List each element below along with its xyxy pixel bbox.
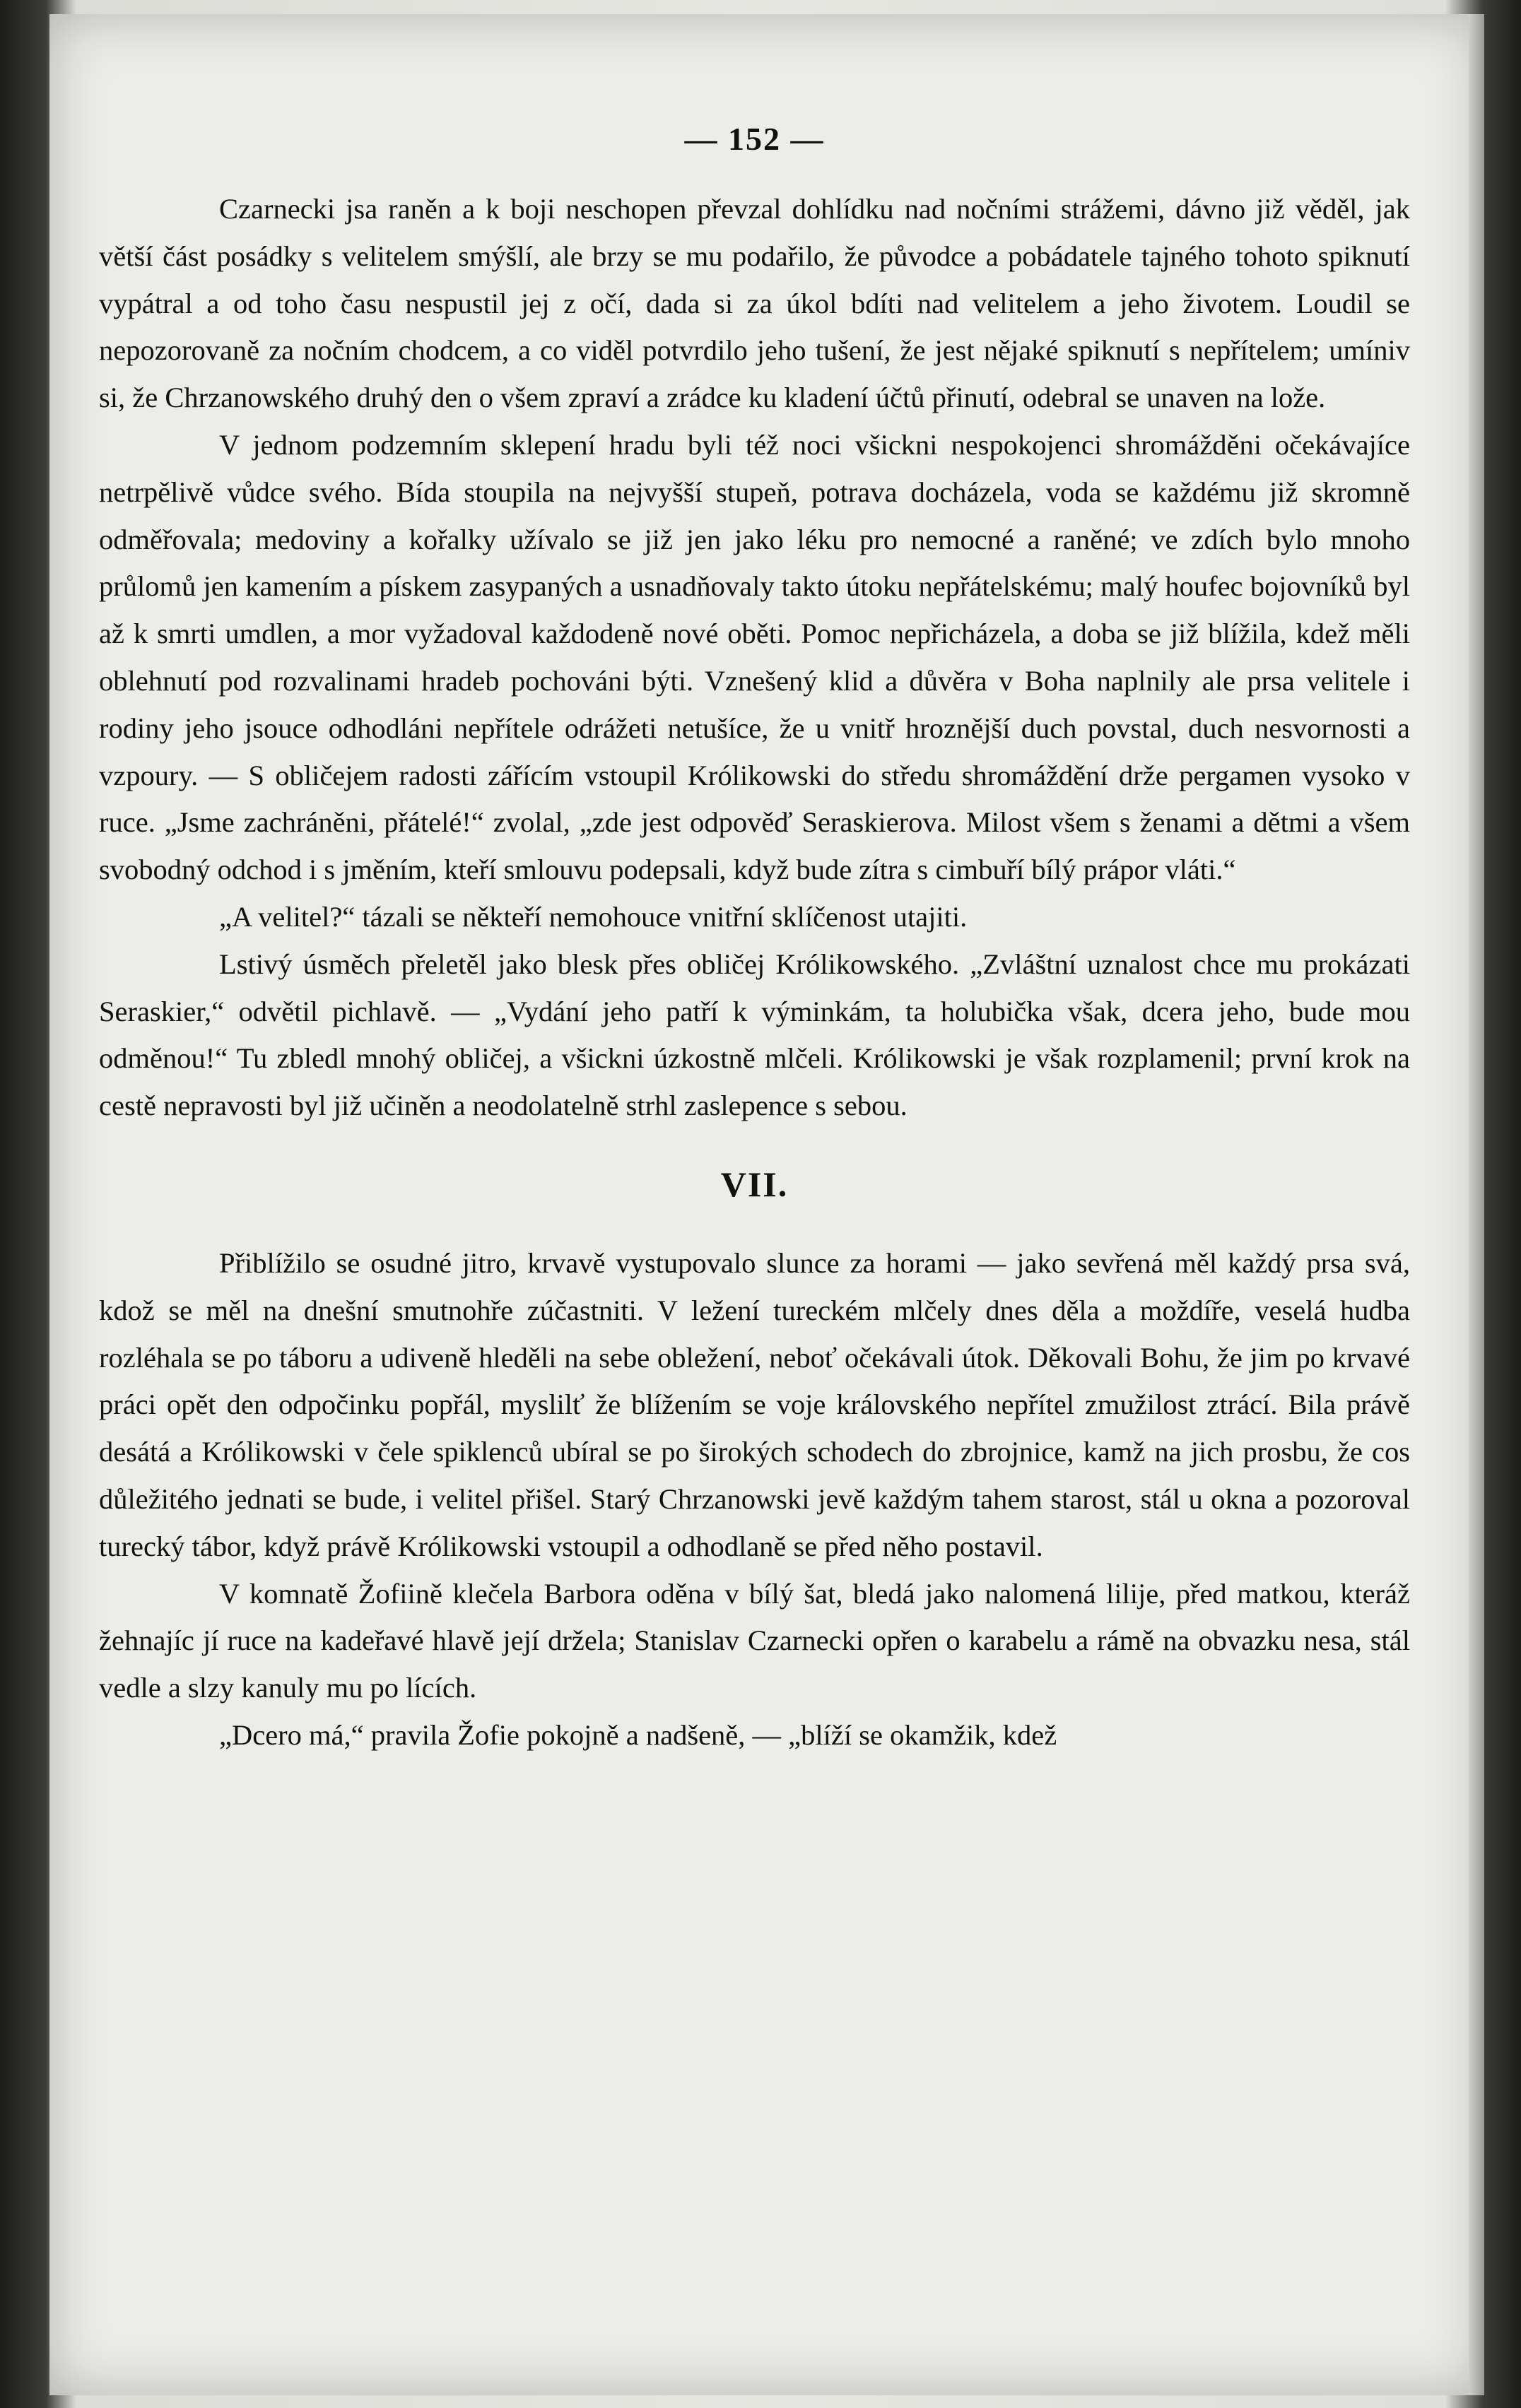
page-content	[99, 120, 1410, 1759]
paragraph: „Dcero má,“ pravila Žofie pokojně a nadšeně, — „blíží se okamžik, kdež	[219, 1718, 1057, 1751]
paragraph: „A velitel?“ tázali se někteří nemohouce vnitřní sklíčenost utajiti.	[219, 900, 968, 933]
page-number: — 152 —	[684, 121, 825, 157]
paragraph: V jednom podzemním sklepení hradu byli též noci všickni nespokojenci shromážděni očekávajíce netrpělivě vůdce svého. Bída stoupila na nejvyšší stupeň, potrava docházela, voda se každému již skromně odměřovala; medoviny a kořalky užívalo se již jen jako léku pro nemocné a raněné; ve zdích bylo mnoho průlomů jen kamením a pískem zasypaných a usnadňovaly takto útoku nepřátelskému; malý houfec bojovníků byl až k smrti umdlen, a mor vyžadoval každodeně nové oběti. Pomoc nepřicházela, a doba se již blížila, kdež měli oblehnutí pod rozvalinami hradeb pochováni býti. Vznešený klid a důvěra v Boha naplnily ale prsa velitele i rodiny jeho jsouce odhodláni nepřítele odrážeti netušíce, že u vnitř hroznější duch povstal, duch nesvornosti a vzpoury. — S obličejem radosti zářícím vstoupil Królikowski do středu shromáždění drže pergamen vysoko v ruce. „Jsme zachráněni, přátelé!“ zvolal, „zde jest odpověď Seraskierova. Milost všem s ženami a dětmi a všem svobodný odchod i s jměním, kteří smlouvu podepsali, když bude zítra s cimbuří bílý prápor vláti.“	[99, 428, 1410, 886]
paragraph: Přiblížilo se osudné jitro, krvavě vystupovalo slunce za horami — jako sevřená měl každý prsa svá, kdož se měl na dnešní smutnohře zúčastniti. V ležení tureckém mlčely dnes děla a moždíře, veselá hudba rozléhala se po táboru a udiveně hleděli na sebe obležení, neboť očekávali útok. Děkovali Bohu, že jim po krvavé práci opět den odpočinku popřál, myslilť že blížením se voje královského nepřítel zmužilost ztrácí. Bila právě desátá a Królikowski v čele spiklenců ubíral se po širokých schodech do zbrojnice, kamž na jich prosbu, že cos důležitého jednati se bude, i velitel přišel. Starý Chrzanowski jevě každým tahem starost, stál u okna a pozoroval turecký tábor, když právě Królikowski vstoupil a odhodlaně se před něho postavil.	[99, 1246, 1410, 1562]
chapter-heading: VII.	[720, 1164, 789, 1204]
paragraph: V komnatě Žofiině klečela Barbora oděna v bílý šat, bledá jako nalomená lilije, před matkou, kteráž žehnajíc jí ruce na kadeřavé hlavě její držela; Stanislav Czarnecki opřen o karabelu a rámě na obvazku nesa, stál vedle a slzy kanuly mu po lících.	[99, 1577, 1410, 1704]
page-edge	[1469, 14, 1484, 2395]
paragraph: Lstivý úsměch přeletěl jako blesk přes obličej Królikowského. „Zvláštní uznalost chce mu prokázati Seraskier,“ odvětil pichlavě. — „Vydání jeho patří k výminkám, ta holubička však, dcera jeho, bude mou odměnou!“ Tu zbledl mnohý obličej, a všickni úzkostně mlčeli. Królikowski je však rozplamenil; první krok na cestě nepravosti byl již učiněn a neodolatelně strhl zaslepence s sebou.	[99, 948, 1410, 1122]
paragraph: Czarnecki jsa raněn a k boji neschopen převzal dohlídku nad nočními strážemi, dávno již věděl, jak větší část posádky s velitelem smýšlí, ale brzy se mu podařilo, že původce a pobádatele tajného tohoto spiknutí vypátral a od toho času nespustil jej z očí, dada si za úkol bdíti nad velitelem a jeho životem. Loudil se nepozorovaně za nočním chodcem, a co viděl potvrdilo jeho tušení, že jest nějaké spiknutí s nepřítelem; umíniv si, že Chrzanowského druhý den o všem zpraví a zrádce ku kladení účtů přinutí, odebral se unaven na lože.	[99, 193, 1410, 414]
